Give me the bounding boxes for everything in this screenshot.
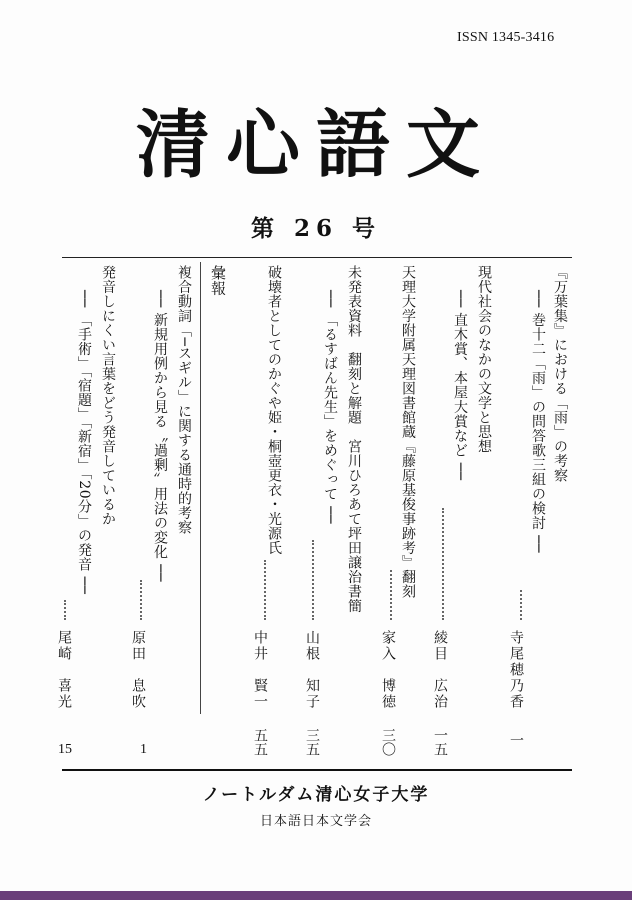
society-name: 日本語日本文学会 [259,814,372,829]
entry-title: 発音しにくい言葉をどう発音しているか [100,265,116,526]
bottom-color-band [0,891,632,900]
entry-subtitle: ── 巻十二「雨」の問答歌三組の検討 ── [530,290,546,554]
leader-dots [442,508,444,620]
entry-author: 原田 息吹 [130,630,146,710]
section-divider [200,262,201,714]
contents-bottom-rule [62,769,572,771]
leader-dots [264,560,266,620]
entry-title: 複合動詞「─スギル」に関する通時的考察 [176,265,192,535]
leader-dots [520,590,522,620]
entry-author: 寺尾穂乃香 [508,630,524,710]
entry-page: 三〇 [380,728,396,756]
issue-number: 第 26 号 [250,215,382,242]
entry-subtitle: ── 「るすばん先生」をめぐって ── [322,290,338,525]
entry-title: 『万葉集』における「雨」の考察 [552,265,568,483]
entry-page: 1 [140,742,147,757]
entry-subtitle: ── 「手術」「宿題」「新宿」「20分」の発音 ── [76,290,92,595]
entry-subtitle: ── 新規用例から見る〝過剰〟用法の変化 ── [152,290,168,583]
entry-author: 尾崎 喜光 [56,630,72,710]
leader-dots [140,580,142,620]
entry-page: 一 [508,733,524,747]
entry-subtitle: ── 直木賞、本屋大賞など ── [452,290,468,481]
entry-author: 山根 知子 [304,630,320,710]
leader-dots [312,540,314,620]
bulletin-heading: 彙報 [209,265,227,296]
entry-author: 中井 賢一 [252,630,268,710]
entry-author: 綾目 広治 [432,630,448,710]
journal-title: 清心語文 [136,102,496,188]
entry-title: 天理大学附属天理図書館蔵『藤原基俊事跡考』翻刻 [400,265,416,599]
leader-dots [390,570,392,620]
entry-title: 現代社会のなかの文学と思想 [476,265,492,454]
publisher-name: ノートルダム清心女子大学 [202,785,430,805]
entry-page: 15 [58,742,72,757]
entry-title: 破壊者としてのかぐや姫・桐壺更衣・光源氏 [266,265,282,555]
entry-author: 家入 博徳 [380,630,396,710]
entry-title: 未発表資料 翻刻と解題 宮川ひろあて坪田譲治書簡 [346,265,362,613]
leader-dots [64,600,66,620]
entry-page: 五五 [252,728,268,756]
entry-page: 三五 [304,728,320,756]
entry-page: 一五 [432,728,448,756]
issn-label: ISSN 1345-3416 [457,30,555,45]
contents-top-rule [62,257,572,258]
